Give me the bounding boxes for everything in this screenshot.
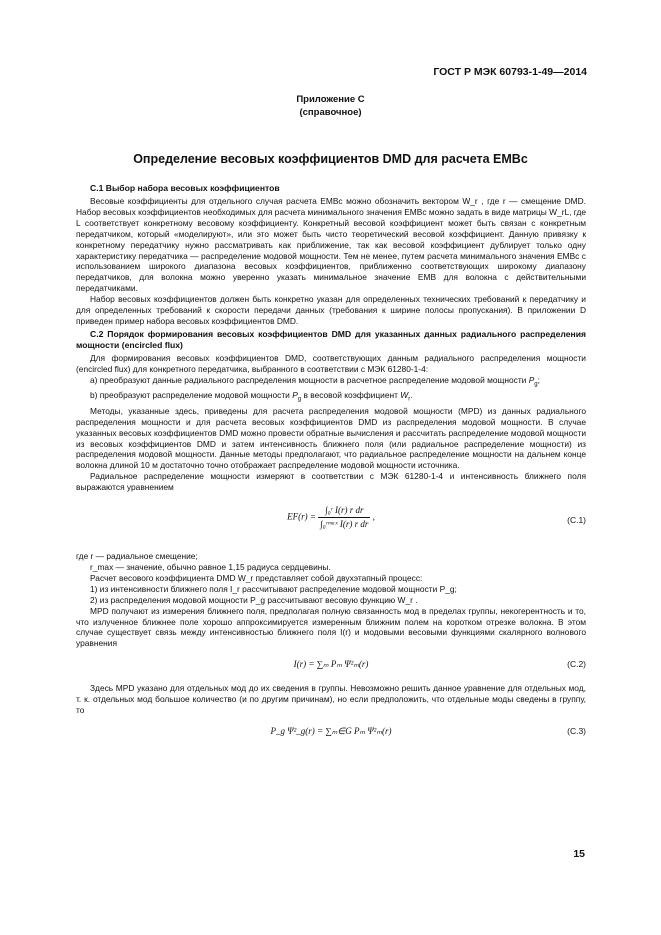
- standard-header: ГОСТ Р МЭК 60793-1-49—2014: [433, 66, 587, 78]
- step-2: 2) из распределения модовой мощности P_g рассчитывают весовую функцию W_r .: [90, 594, 418, 605]
- paragraph: Методы, указанные здесь, приведены для расчета распределения модовой мощности (MPD) из данных радиального распределения мощности и для расчета весовых коэффициентов DMD из распределения модовой мощности. В случае указанных весовых коэффициентов DMD можно провести обратные вычисления и рассчитать распределение модовой мощности из весовых коэффициентов DMD и затем интенсивность ближнего поля (или радиальное распределение мощности) из распределения модовой мощности. Данные методы предполагают, что радиальное распределение мощности на дальнем конце волокна длиной 10 м достаточно точно отображает распределение модовой мощности источника.: [76, 405, 586, 471]
- equation-c1: EF(r) = $\frac{\text{∫₀ʳ I(r) r dr}}{\text{∫₀ʳᵐᵃˣ I(r) r dr}}$ , (С.1): [287, 505, 586, 529]
- paragraph: Для формирования весовых коэффициентов DMD, соответствующих данным радиального распределения мощности (encircled flux) для конкретного передатчика, выбранного в соответствии с МЭК 61280-1-4:: [76, 352, 586, 374]
- paragraph: Радиальное распределение мощности измеряют в соответствии с МЭК 61280-1-4 и интенсивность ближнего поля выражаются уравнением: [76, 471, 586, 493]
- page-number: 15: [573, 848, 585, 860]
- paragraph: MPD получают из измерения ближнего поля, предполагая полную связанность мод в пределах группы, некогерентность и то, что излученное ближнее поле хорошо аппроксимируется измеренным ближним полем на коротком отрезке волокна. В этом случае существует связь между интенсивностью ближнего поля I(r) и модовыми весовыми функциями скалярного волнового уравнения: [76, 605, 586, 649]
- equation-number: (С.3): [567, 725, 586, 736]
- paragraph: Весовые коэффициенты для отдельного случая расчета ЕМВс можно обозначить вектором W_r , где r — смещение DMD. Набор весовых коэффициентов необходимых для расчета минимального значения ЕМВс можно задать в виде матрицы W_rL, где L соответствует конкретному весовому коэффициенту. Конкретный весовой коэффициент может быть связан с конкретным передатчиком, который «моделируют», или это может быть чисто теоретический весовой коэффициент. Данную привязку к конкретному передатчику нужно рассматривать как приближение, так как весовой коэффициент дублирует только одну характеристику передатчика — распределение модовой мощности. Тем не менее, путем расчета минимального значения ЕМВс с использованием широкого диапазона весовых коэффициентов, приближенно соответствующих широкому диапазону передатчиков, для волокна можно уверенно указать минимальное значение ЕМВ для волокна с действительными передатчиками.: [76, 196, 587, 294]
- where-line: где r — радиальное смещение;: [76, 551, 198, 562]
- equation-number: (С.1): [567, 515, 586, 526]
- annex-label: Приложение С: [296, 94, 365, 105]
- document-body: [76, 183, 586, 748]
- step-1: 1) из интенсивности ближнего поля I_r рассчитывают распределение модовой мощности P_g;: [90, 583, 457, 594]
- equation-c3: P_g Ψ²_g(r) = ∑ₘ∈G Pₘ Ψ²ₘ(r) (С.3): [270, 725, 586, 736]
- annex-type: (справочное): [299, 107, 362, 118]
- section-heading-c2: С.2 Порядок формирования весовых коэффициентов DMD для указанных данных радиального распределения мощности (encircled flux): [76, 328, 586, 350]
- equation-number: (С.2): [567, 659, 586, 670]
- paragraph: Набор весовых коэффициентов должен быть конкретно указан для определенных технических требований к передатчику и для определенных требований к скорости передачи данных (требования к ширине полосы пропускания). В приложении D приведен пример набора весовых коэффициентов DMD.: [76, 294, 586, 326]
- where-line: r_max — значение, обычно равное 1,15 радиуса сердцевины.: [90, 562, 331, 572]
- page-title: Определение весовых коэффициентов DMD для расчета ЕМВс: [133, 152, 528, 166]
- paragraph: Расчет весового коэффициента DMD W_r представляет собой двухэтапный процесс:: [90, 572, 423, 583]
- paragraph: Здесь MPD указано для отдельных мод до их сведения в группы. Невозможно решить данное уравнение для отдельных мод, т. к. отдельных мод большое количество (и по другим причинам), но если предположить, что отдельные моды сведены в группу, то: [76, 683, 586, 716]
- annex-heading: [0, 93, 661, 119]
- equation-c2: I(r) = ∑ₘ Pₘ Ψ²ₘ(r) (С.2): [293, 659, 586, 670]
- list-item-a: a) преобразуют данные радиального распределения мощности в расчетное распределение модовой мощности $P_g$;: [90, 374, 540, 388]
- list-item-b: b) преобразуют распределение модовой мощности $P_g$ в весовой коэффициент $W_r$.: [90, 390, 413, 403]
- section-heading-c1: С.1 Выбор набора весовых коэффициентов: [90, 183, 280, 193]
